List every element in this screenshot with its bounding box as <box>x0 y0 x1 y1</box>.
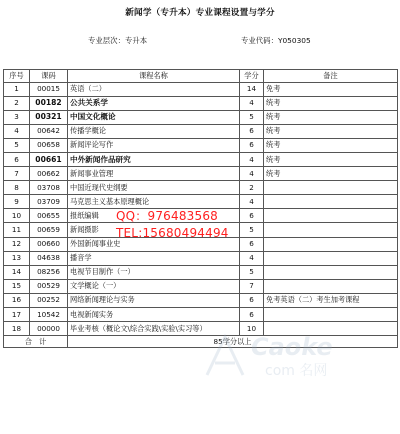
course-credit: 6 <box>240 124 264 138</box>
course-code: 03708 <box>30 181 68 195</box>
course-name: 播音学 <box>68 251 240 265</box>
row-number: 11 <box>4 223 30 237</box>
course-note: 统考 <box>264 167 398 181</box>
table-header-row <box>4 70 398 83</box>
course-name: 英语（二） <box>68 82 240 96</box>
course-credit: 6 <box>240 308 264 322</box>
course-note <box>264 251 398 265</box>
row-number: 16 <box>4 293 30 307</box>
course-credit: 4 <box>240 167 264 181</box>
course-name: 马克思主义基本原理概论 <box>68 195 240 209</box>
course-code: 04638 <box>30 251 68 265</box>
table-row <box>4 96 398 110</box>
course-code: 00658 <box>30 138 68 152</box>
course-note: 统考 <box>264 110 398 124</box>
watermark-text: Caoke <box>251 333 333 361</box>
course-name: 新闻事业管理 <box>68 167 240 181</box>
table-row <box>4 181 398 195</box>
course-code: 00000 <box>30 322 68 336</box>
course-name: 电视新闻实务 <box>68 308 240 322</box>
header-code: 课码 <box>30 70 68 83</box>
page-title: 新闻学（专升本）专业课程设置与学分 <box>125 8 275 18</box>
row-number: 2 <box>4 96 30 110</box>
row-number: 6 <box>4 152 30 166</box>
course-note: 统考 <box>264 96 398 110</box>
course-credit: 4 <box>240 152 264 166</box>
row-number: 9 <box>4 195 30 209</box>
course-credit: 10 <box>240 322 264 336</box>
total-value: 85学分以上 <box>68 336 398 348</box>
table-row <box>4 265 398 279</box>
row-number: 4 <box>4 124 30 138</box>
watermark-subtext: com 名网 <box>265 363 328 379</box>
course-name: 电视节目制作（一） <box>68 265 240 279</box>
course-credit: 5 <box>240 223 264 237</box>
course-note <box>264 279 398 293</box>
course-code: 00662 <box>30 167 68 181</box>
course-note: 统考 <box>264 138 398 152</box>
course-note: 免考英语（二）考生加考课程 <box>264 293 398 307</box>
row-number: 17 <box>4 308 30 322</box>
row-number: 14 <box>4 265 30 279</box>
course-credit: 5 <box>240 110 264 124</box>
row-number: 3 <box>4 110 30 124</box>
course-code: 00655 <box>30 209 68 223</box>
table-row <box>4 293 398 307</box>
header-no: 序号 <box>4 70 30 83</box>
header-name: 课程名称 <box>68 70 240 83</box>
table-row <box>4 82 398 96</box>
course-code: 08256 <box>30 265 68 279</box>
course-code: 00015 <box>30 82 68 96</box>
total-label: 合 计 <box>4 336 68 348</box>
major-level-label: 专业层次：专升本 <box>88 36 148 45</box>
course-note: 统考 <box>264 124 398 138</box>
course-credit: 6 <box>240 293 264 307</box>
row-number: 13 <box>4 251 30 265</box>
course-name: 毕业考核（概论文\综合实践\实验\实习等） <box>68 322 240 336</box>
course-name: 新闻评论写作 <box>68 138 240 152</box>
table-row <box>4 138 398 152</box>
course-credit: 4 <box>240 195 264 209</box>
course-credit: 7 <box>240 279 264 293</box>
table-row <box>4 124 398 138</box>
row-number: 5 <box>4 138 30 152</box>
course-name: 中外新闻作品研究 <box>68 152 240 166</box>
row-number: 8 <box>4 181 30 195</box>
course-note: 统考 <box>264 152 398 166</box>
overlay-tel-text: TEL:15680494494 <box>116 226 229 240</box>
header-credit: 学分 <box>240 70 264 83</box>
course-note: 免考 <box>264 82 398 96</box>
course-name: 报纸编辑 <box>68 209 240 223</box>
watermark-logo <box>203 325 368 385</box>
course-name: 新闻摄影 <box>68 223 240 237</box>
course-code: 00182 <box>30 96 68 110</box>
course-name: 网络新闻理论与实务 <box>68 293 240 307</box>
course-code: 10542 <box>30 308 68 322</box>
major-code-label: 专业代码：Y050305 <box>241 36 311 45</box>
course-code: 00661 <box>30 152 68 166</box>
course-note <box>264 265 398 279</box>
course-note <box>264 195 398 209</box>
course-code: 00252 <box>30 293 68 307</box>
course-note <box>264 308 398 322</box>
course-code: 00660 <box>30 237 68 251</box>
course-name: 中国近现代史纲要 <box>68 181 240 195</box>
course-credit: 2 <box>240 181 264 195</box>
row-number: 1 <box>4 82 30 96</box>
table-row <box>4 279 398 293</box>
header-note: 备注 <box>264 70 398 83</box>
course-note <box>264 223 398 237</box>
course-credit: 5 <box>240 265 264 279</box>
table-row <box>4 167 398 181</box>
course-note <box>264 237 398 251</box>
course-credit: 6 <box>240 237 264 251</box>
course-code: 00529 <box>30 279 68 293</box>
row-number: 10 <box>4 209 30 223</box>
table-row <box>4 308 398 322</box>
overlay-qq-text: QQ：976483568 <box>116 209 219 223</box>
row-number: 15 <box>4 279 30 293</box>
course-name: 公共关系学 <box>68 96 240 110</box>
course-credit: 6 <box>240 138 264 152</box>
row-number: 7 <box>4 167 30 181</box>
table-row <box>4 152 398 166</box>
course-note <box>264 181 398 195</box>
course-credit: 6 <box>240 209 264 223</box>
course-credit: 4 <box>240 251 264 265</box>
course-name: 文学概论（一） <box>68 279 240 293</box>
table-row <box>4 110 398 124</box>
row-number: 18 <box>4 322 30 336</box>
course-credit: 4 <box>240 96 264 110</box>
course-name: 传播学概论 <box>68 124 240 138</box>
course-code: 00642 <box>30 124 68 138</box>
course-credit: 14 <box>240 82 264 96</box>
course-code: 00659 <box>30 223 68 237</box>
row-number: 12 <box>4 237 30 251</box>
course-note <box>264 209 398 223</box>
course-code: 00321 <box>30 110 68 124</box>
course-name: 中国文化概论 <box>68 110 240 124</box>
course-name: 外国新闻事业史 <box>68 237 240 251</box>
course-code: 03709 <box>30 195 68 209</box>
table-row <box>4 251 398 265</box>
